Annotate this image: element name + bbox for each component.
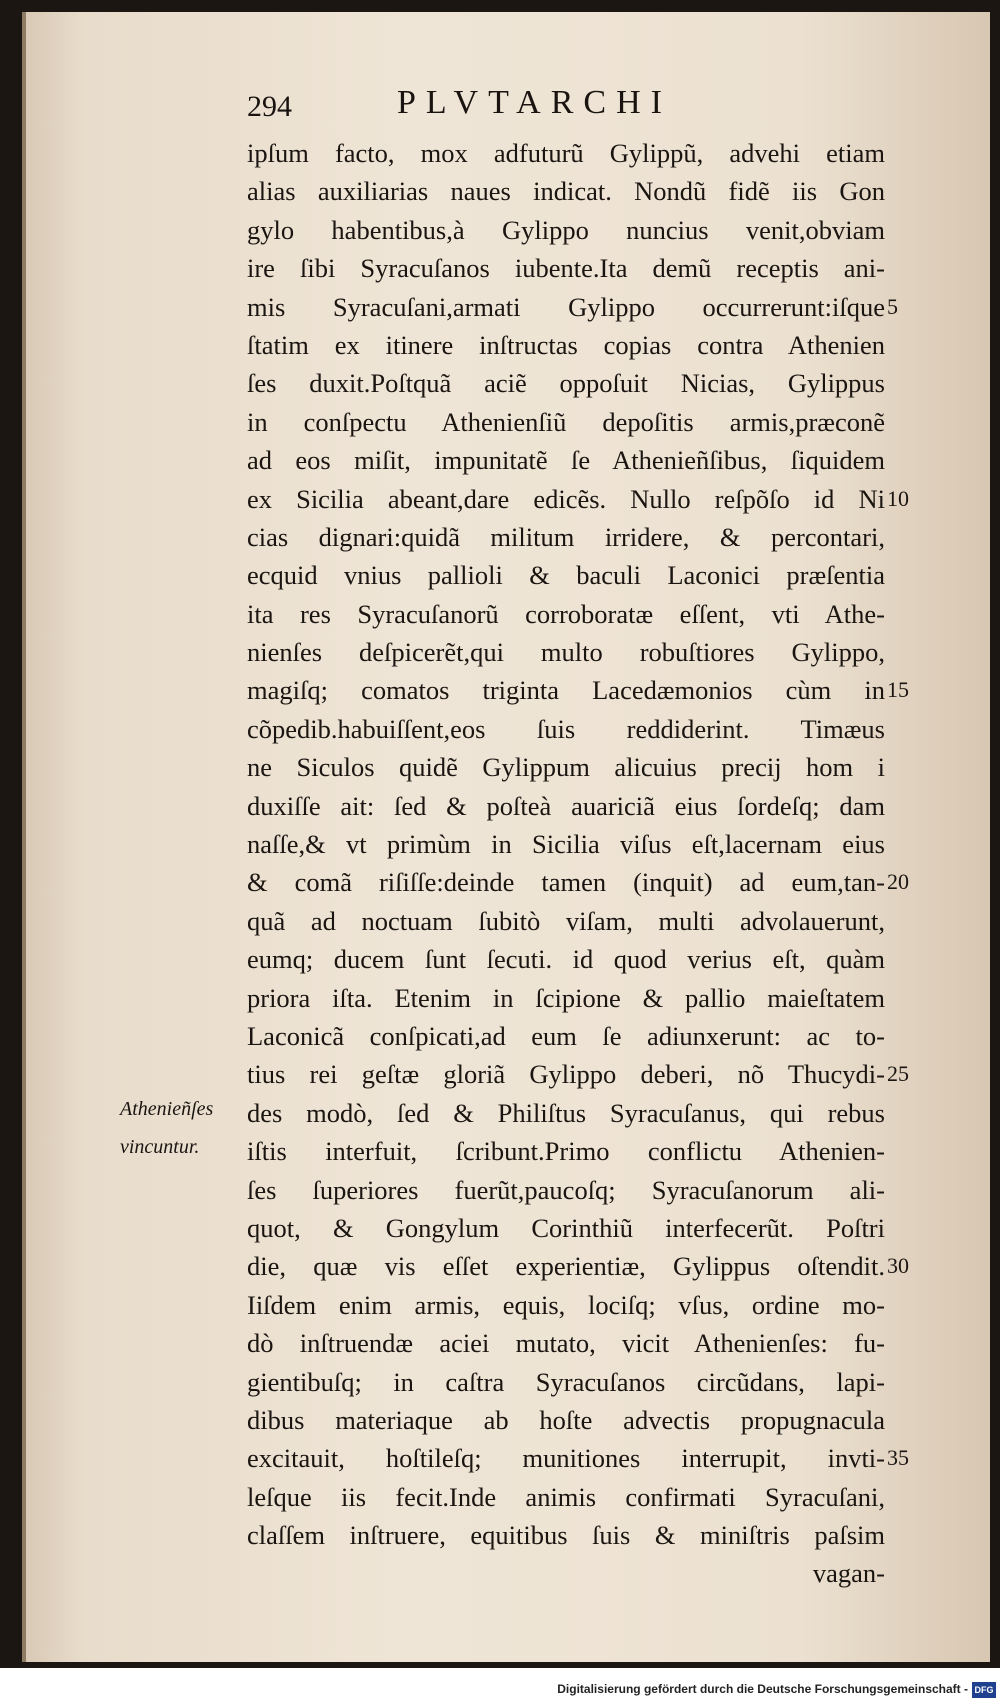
text-line — [247, 249, 907, 287]
text-line — [247, 633, 907, 671]
text-line — [247, 748, 907, 786]
line-text: tius rei geſtæ gloriã Gylippo deberi, nõ Thucydi- — [247, 1059, 885, 1090]
line-text: gientibuſq; in caſtra Syracuſanos circũdans, lapi- — [247, 1366, 885, 1397]
line-text: priora iſta. Etenim in ſcipione & pallio maieſtatem — [247, 982, 885, 1013]
text-line — [247, 1478, 907, 1516]
line-text: gylo habentibus,à Gylippo nuncius venit,obviam — [247, 214, 885, 245]
line-text: quã ad noctuam ſubitò viſam, multi advolauerunt, — [247, 905, 885, 936]
line-text: eumq; ducem ſunt ſecuti. id quod verius eſt, quàm — [247, 944, 885, 975]
line-text: die, quæ vis eſſet experientiæ, Gylippus oſtendit. — [247, 1251, 885, 1282]
text-line — [247, 556, 907, 594]
footer-credit: Digitalisierung gefördert durch die Deutsche Forschungsgemeinschaft - — [557, 1682, 968, 1696]
dfg-logo-icon: DFG — [972, 1682, 996, 1698]
text-line — [247, 902, 907, 940]
text-line — [247, 940, 907, 978]
text-line — [247, 211, 907, 249]
text-line — [247, 1401, 907, 1439]
line-text: & comã riſiſſe:deinde tamen (inquit) ad eum,tan- — [247, 867, 885, 898]
text-line — [247, 1363, 907, 1401]
line-text: ſes duxit.Poſtquã aciẽ oppoſuit Nicias, Gylippus — [247, 368, 885, 399]
line-text: cias dignari:quidã militum irridere, & percontari, — [247, 521, 885, 552]
line-text: duxiſſe ait: ſed & poſteà auariciã eius ſordeſq; dam — [247, 790, 885, 821]
line-text: des modò, ſed & Philiſtus Syracuſanus, qui rebus — [247, 1097, 885, 1128]
text-line — [247, 1171, 907, 1209]
text-line — [247, 172, 907, 210]
line-text: magiſq; comatos triginta Lacedæmonios cùm in — [247, 675, 885, 706]
text-line — [247, 403, 907, 441]
line-text: ecquid vnius pallioli & baculi Laconici præſentia — [247, 560, 885, 591]
text-line — [247, 518, 907, 556]
text-line — [247, 1209, 907, 1247]
text-line — [247, 1516, 907, 1554]
margin-note-line: Athenieñſes — [120, 1098, 214, 1120]
text-line — [247, 1055, 907, 1093]
line-text: ſes ſuperiores fuerũt,paucoſq; Syracuſanorum ali- — [247, 1174, 885, 1205]
line-text: Laconicã conſpicati,ad eum ſe adiunxerunt: ac to- — [247, 1020, 885, 1051]
text-line — [247, 1017, 907, 1055]
line-text: iſtis interfuit, ſcribunt.Primo conflictu Athenien- — [247, 1136, 885, 1167]
line-text: claſſem inſtruere, equitibus ſuis & miniſtris paſsim — [247, 1520, 885, 1551]
line-text: dò inſtruendæ aciei mutato, vicit Athenienſes: fu- — [247, 1328, 885, 1359]
text-line — [247, 441, 907, 479]
line-text: ſtatim ex itinere inſtructas copias contra Athenien — [247, 329, 885, 360]
text-line — [247, 1132, 907, 1170]
line-text: excitauit, hoſtileſq; munitiones interrupit, invti- — [247, 1443, 885, 1474]
line-text: quot, & Gongylum Corinthiũ interfecerũt. Poſtri — [247, 1212, 885, 1243]
line-text: cõpedib.habuiſſent,eos ſuis reddiderint. Timæus — [247, 713, 885, 744]
page-number: 294 — [247, 90, 292, 123]
line-text: dibus materiaque ab hoſte advectis propugnacula — [247, 1404, 885, 1435]
line-text: nienſes deſpicerẽt,qui multo robuſtiores Gylippo, — [247, 637, 885, 668]
line-number: 30 — [887, 1253, 909, 1279]
text-line — [247, 671, 907, 709]
line-number: 10 — [887, 485, 909, 511]
catchword: vagan- — [812, 1558, 885, 1589]
running-title: PLVTARCHI — [397, 84, 672, 121]
line-text: ad eos miſit, impunitatẽ ſe Athenieñſibus, ſiquidem — [247, 445, 885, 476]
text-line — [247, 595, 907, 633]
footer-bar — [0, 1680, 1000, 1703]
line-number: 35 — [887, 1445, 909, 1471]
text-line — [247, 364, 907, 402]
line-text: naſſe,& vt primùm in Sicilia viſus eſt,lacernam eius — [247, 829, 885, 860]
line-text: Iiſdem enim armis, equis, lociſq; vſus, ordine mo- — [247, 1289, 885, 1320]
text-line — [247, 288, 907, 326]
margin-note — [120, 1090, 250, 1166]
text-line — [247, 825, 907, 863]
text-line — [247, 1094, 907, 1132]
text-line — [247, 1286, 907, 1324]
running-head — [247, 84, 807, 132]
text-line — [247, 326, 907, 364]
line-text: ne Siculos quidẽ Gylippum alicuius precij hom i — [247, 752, 885, 783]
line-number: 20 — [887, 869, 909, 895]
text-line — [247, 480, 907, 518]
line-text: in conſpectu Athenienſiũ depoſitis armis,præconẽ — [247, 406, 885, 437]
text-line — [247, 134, 907, 172]
line-text: ita res Syracuſanorũ corroboratæ eſſent, vti Athe- — [247, 598, 885, 629]
line-number: 5 — [887, 293, 898, 319]
catchword-row — [247, 1554, 907, 1592]
text-line — [247, 1439, 907, 1477]
text-line — [247, 710, 907, 748]
line-text: ex Sicilia abeant,dare edicẽs. Nullo reſpõſo id Ni — [247, 483, 885, 514]
line-text: alias auxiliarias naues indicat. Nondũ fidẽ iis Gon — [247, 176, 885, 207]
text-line — [247, 863, 907, 901]
line-text: ire ſibi Syracuſanos iubente.Ita demũ receptis ani- — [247, 253, 885, 284]
text-line — [247, 1324, 907, 1362]
line-text: mis Syracuſani,armati Gylippo occurrerunt:iſque — [247, 291, 885, 322]
line-text: ipſum facto, mox adfuturũ Gylippũ, advehi etiam — [247, 138, 885, 168]
text-line — [247, 979, 907, 1017]
text-line — [247, 787, 907, 825]
line-text: leſque iis fecit.Inde animis confirmati Syracuſani, — [247, 1481, 885, 1512]
margin-note-line: vincuntur. — [120, 1136, 200, 1158]
line-number: 15 — [887, 677, 909, 703]
text-line — [247, 1247, 907, 1285]
body-text — [247, 134, 907, 1593]
line-number: 25 — [887, 1061, 909, 1087]
